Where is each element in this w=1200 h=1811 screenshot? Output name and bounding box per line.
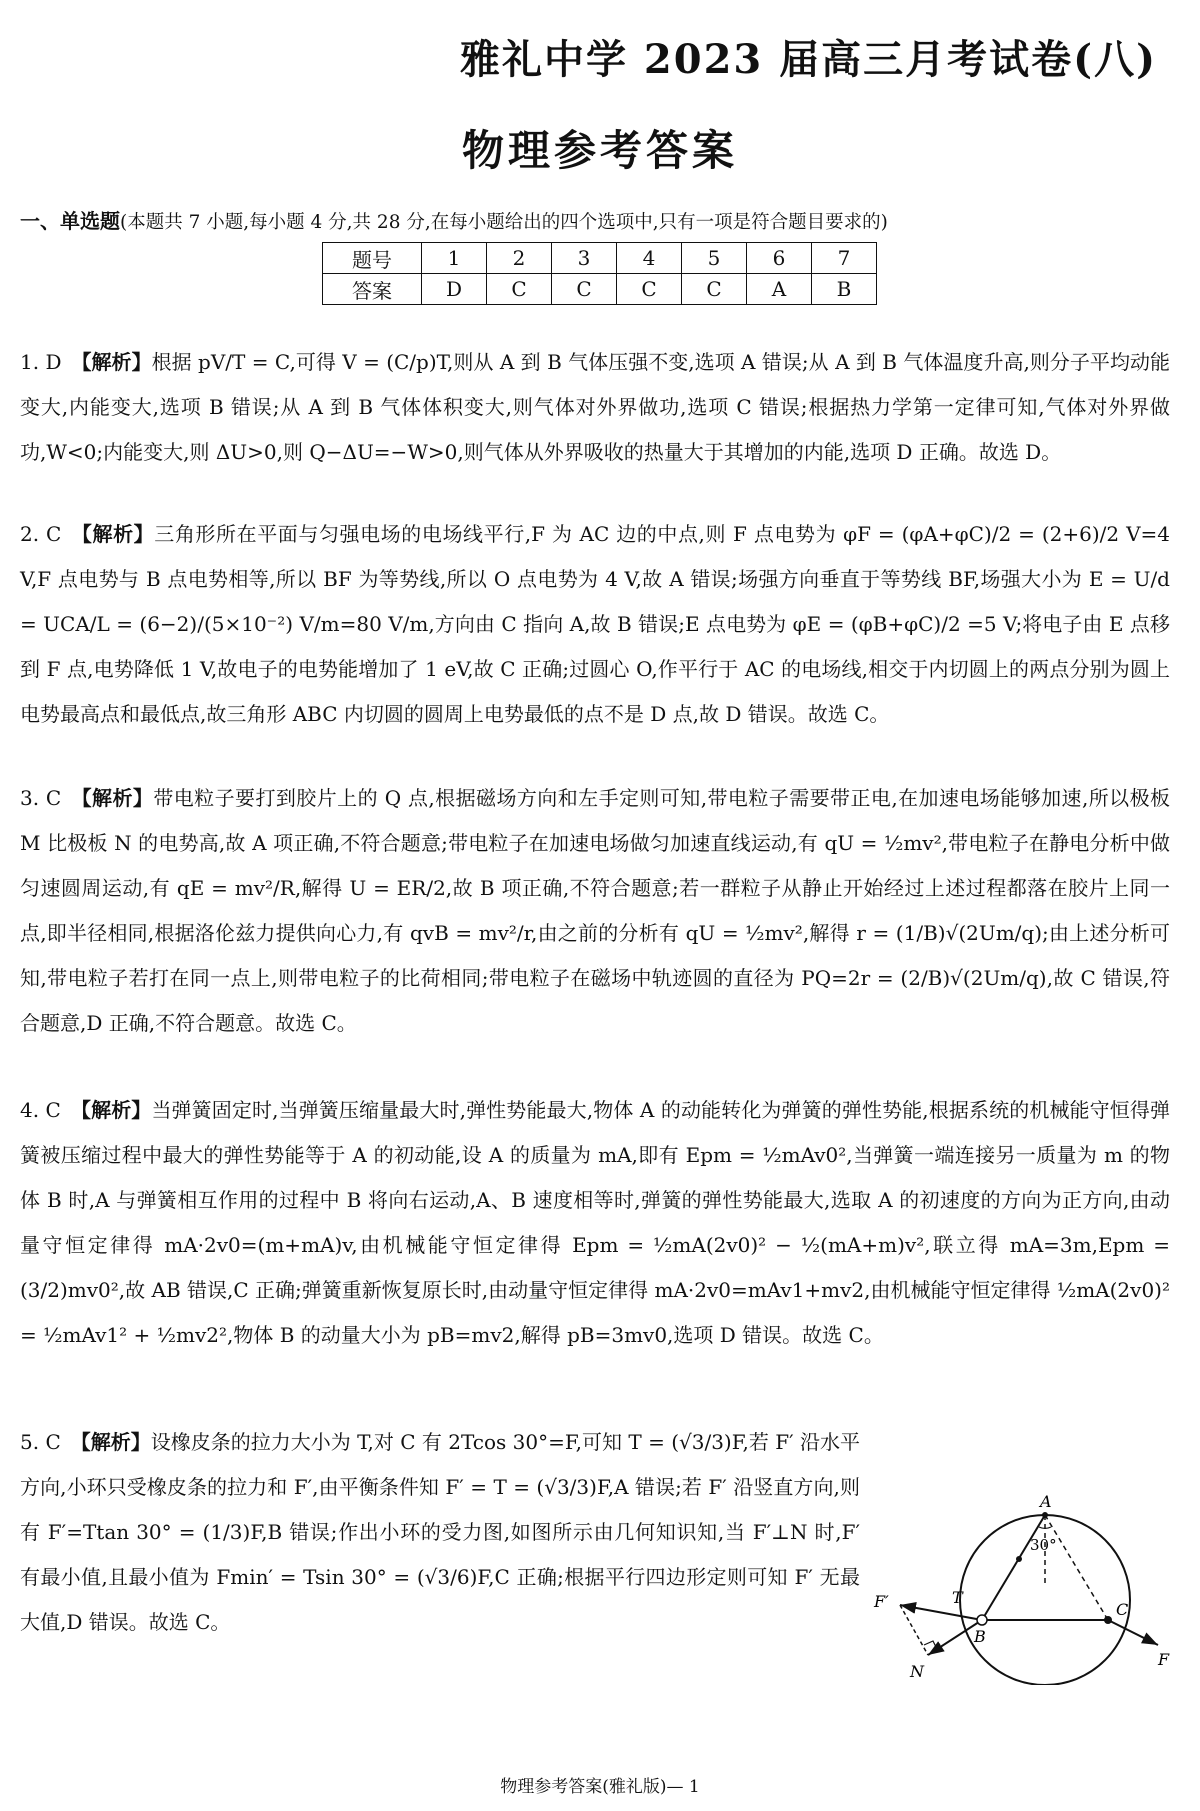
solution-text: 三角形所在平面与匀强电场的电场线平行,F 为 AC 边的中点,则 F 点电势为 φF = (φA+φC)/2 = (2+6)/2 V=4 V,F 点电势与 B 点电势相等,所以 BF 为等势线,所以 O 点电势为 4 V,故 A 错误;场强方向垂直于等势线 BF,场强大小为 E = U/d = UCA/L = (6−2)/(5×10⁻²) V/m=80 V/m,方向由 C 指向 A,故 B 错误;E 点电势为 φE = (φB+φC)/2 =5 V;将电子由 E 点移到 F 点,电势降低 1 V,故电子的电势能增加了 1 eV,故 C 正确;过圆心 O,作平行于 AC 的电场线,相交于内切圆上的两点分别为圆上电势最高点和最低点,故三角形 ABC 内切圆的圆周上电势最低的点不是 D 点,故 D 错误。故选 C。 bbox=[20, 522, 1170, 726]
answer-cell: A bbox=[747, 274, 812, 305]
analysis-tag: 【解析】 bbox=[70, 1430, 151, 1454]
row-label-answer: 答案 bbox=[323, 274, 422, 305]
answer-cell: C bbox=[487, 274, 552, 305]
label-fprime: F′ bbox=[874, 1592, 889, 1611]
question-number: 4. C bbox=[20, 1098, 61, 1122]
label-f: F bbox=[1158, 1650, 1170, 1669]
label-a: A bbox=[1040, 1495, 1052, 1511]
solution-text: 当弹簧固定时,当弹簧压缩量最大时,弹性势能最大,物体 A 的动能转化为弹簧的弹性势能,根据系统的机械能守恒得弹簧被压缩过程中最大的弹性势能等于 A 的初动能,设 A 的质量为 mA,即有 Epm = ½mAv0²,当弹簧一端连接另一质量为 m 的物体 B 时,A 与弹簧相互作用的过程中 B 将向右运动,A、B 速度相等时,弹簧的弹性势能最大,选取 A 的初速度的方向为正方向,由动量守恒定律得 mA·2v0=(m+mA)v,由机械能守恒定律得 Epm = ½mA(2v0)² − ½(mA+m)v²,联立得 mA=3m,Epm = (3/2)mv0²,故 AB 错误,C 正确;弹簧重新恢复原长时,由动量守恒定律得 mA·2v0=mAv1+mv2,由机械能守恒定律得 ½mA(2v0)² = ½mAv1² + ½mv2²,物体 B 的动量大小为 pB=mv2,解得 pB=3mv0,选项 D 错误。故选 C。 bbox=[20, 1098, 1171, 1347]
right-angle-mark bbox=[924, 1641, 937, 1649]
answer-table-row-numbers bbox=[323, 243, 877, 274]
analysis-tag: 【解析】 bbox=[70, 1098, 152, 1122]
analysis-tag: 【解析】 bbox=[71, 786, 154, 810]
page-footer: 物理参考答案(雅礼版)— 1 bbox=[500, 1777, 700, 1797]
question-number-cell: 3 bbox=[552, 243, 617, 274]
answer-cell: C bbox=[617, 274, 682, 305]
question-number: 2. C bbox=[20, 522, 62, 546]
question-number-cell: 5 bbox=[682, 243, 747, 274]
answer-cell: D bbox=[422, 274, 487, 305]
label-angle: 30° bbox=[1030, 1536, 1057, 1554]
question-number: 3. C bbox=[20, 786, 62, 810]
question-4-solution bbox=[20, 1088, 1170, 1358]
solution-text: 根据 pV/T = C,可得 V = (C/p)T,则从 A 到 B 气体压强不变,选项 A 错误;从 A 到 B 气体温度升高,则分子平均动能变大,内能变大,选项 B 错误;从 A 到 B 气体体积变大,则气体对外界做功,选项 C 错误;根据热力学第一定律可知,气体对外界做功,W<0;内能变大,则 ΔU>0,则 Q−ΔU=−W>0,则气体从外界吸收的热量大于其增加的内能,选项 D 正确。故选 D。 bbox=[20, 350, 1170, 464]
question-number-cell: 7 bbox=[812, 243, 877, 274]
section-heading bbox=[20, 205, 888, 234]
force-diagram bbox=[870, 1495, 1170, 1685]
section-label: 一、单选题 bbox=[20, 209, 120, 233]
dashed-fprime-n bbox=[900, 1605, 928, 1655]
force-f-arrow bbox=[1108, 1620, 1158, 1645]
point-mid bbox=[1016, 1556, 1022, 1562]
analysis-tag: 【解析】 bbox=[71, 350, 152, 374]
answer-table-row-answers bbox=[323, 274, 877, 305]
row-label-number: 题号 bbox=[323, 243, 422, 274]
answer-cell: C bbox=[552, 274, 617, 305]
question-number-cell: 4 bbox=[617, 243, 682, 274]
question-number-cell: 2 bbox=[487, 243, 552, 274]
line-ab bbox=[982, 1515, 1045, 1620]
question-2-solution bbox=[20, 512, 1170, 737]
label-c: C bbox=[1116, 1600, 1129, 1619]
point-a bbox=[1042, 1512, 1048, 1518]
label-n: N bbox=[910, 1662, 924, 1681]
ring-b bbox=[977, 1615, 987, 1625]
question-5-solution bbox=[20, 1420, 860, 1645]
answer-table bbox=[322, 242, 877, 305]
line-ac bbox=[1045, 1515, 1108, 1620]
analysis-tag: 【解析】 bbox=[71, 522, 155, 546]
force-fprime-arrow bbox=[900, 1605, 982, 1620]
point-c bbox=[1104, 1616, 1112, 1624]
question-number-cell: 1 bbox=[422, 243, 487, 274]
answer-key-title: 物理参考答案 bbox=[461, 126, 738, 175]
question-1-solution bbox=[20, 340, 1170, 475]
question-number-cell: 6 bbox=[747, 243, 812, 274]
solution-text: 设橡皮条的拉力大小为 T,对 C 有 2Tcos 30°=F,可知 T = (√3/3)F,若 F′ 沿水平方向,小环只受橡皮条的拉力和 F′,由平衡条件知 F′ = T = (√3/3)F,A 错误;若 F′ 沿竖直方向,则有 F′=Ttan 30° = (1/3)F,B 错误;作出小环的受力图,如图所示由几何知识知,当 F′⊥N 时,F′ 有最小值,且最小值为 Fmin′ = Tsin 30° = (√3/6)F,C 正确;根据平行四边形定则可知 F′ 无最大值,D 错误。故选 C。 bbox=[20, 1430, 860, 1634]
question-number: 5. C bbox=[20, 1430, 61, 1454]
answer-cell: B bbox=[812, 274, 877, 305]
answer-cell: C bbox=[682, 274, 747, 305]
exam-title: 雅礼中学 2023 届高三月考试卷(八) bbox=[460, 36, 1158, 83]
question-3-solution bbox=[20, 776, 1170, 1046]
solution-text: 带电粒子要打到胶片上的 Q 点,根据磁场方向和左手定则可知,带电粒子需要带正电,在加速电场能够加速,所以极板 M 比极板 N 的电势高,故 A 项正确,不符合题意;带电粒子在加速电场做匀加速直线运动,有 qU = ½mv²,带电粒子在静电分析中做匀速圆周运动,有 qE = mv²/R,解得 U = ER/2,故 B 项正确,不符合题意;若一群粒子从静止开始经过上述过程都落在胶片上同一点,即半径相同,根据洛伦兹力提供向心力,有 qvB = mv²/r,由之前的分析有 qU = ½mv²,解得 r = (1/B)√(2Um/q);由上述分析可知,带电粒子若打在同一点上,则带电粒子的比荷相同;带电粒子在磁场中轨迹圆的直径为 PQ=2r = (2/B)√(2Um/q),故 C 错误,符合题意,D 正确,不符合题意。故选 C。 bbox=[20, 786, 1171, 1035]
label-b: B bbox=[974, 1627, 986, 1646]
section-description: (本题共 7 小题,每小题 4 分,共 28 分,在每小题给出的四个选项中,只有一项是符合题目要求的) bbox=[120, 212, 888, 233]
label-t: T bbox=[952, 1588, 963, 1607]
question-number: 1. D bbox=[20, 350, 62, 374]
